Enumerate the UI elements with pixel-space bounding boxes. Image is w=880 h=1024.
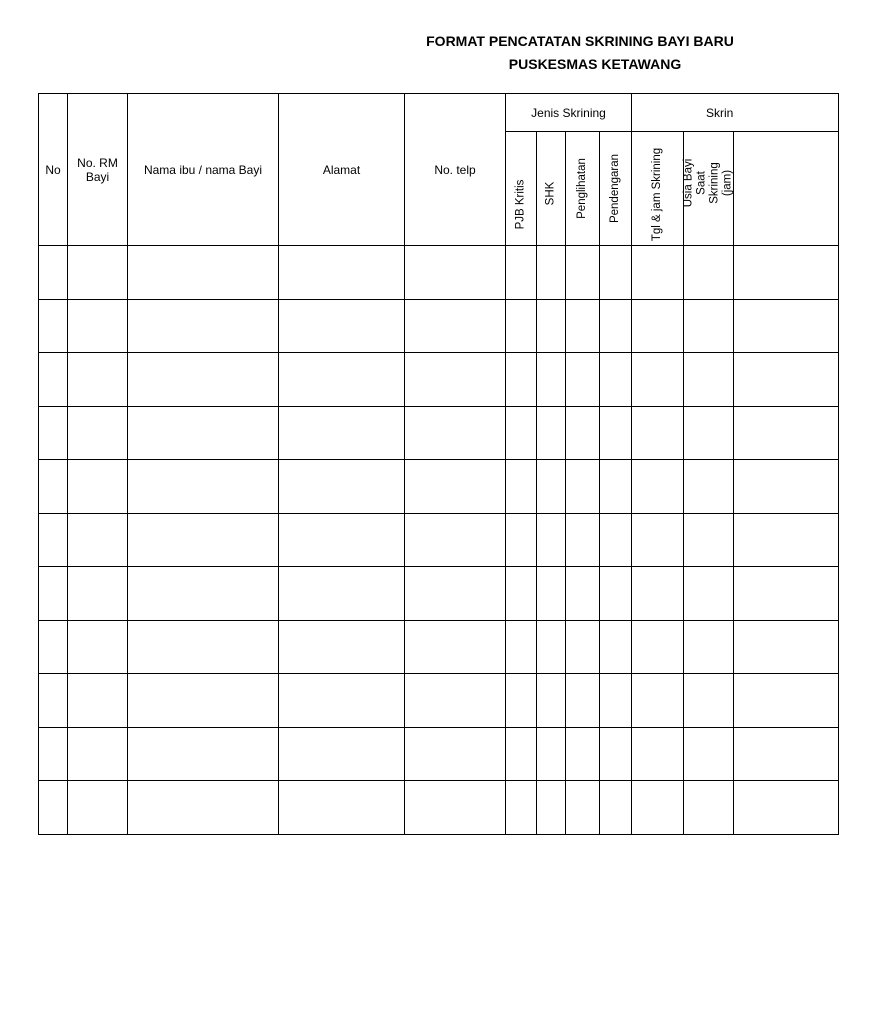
table-cell[interactable] bbox=[39, 674, 68, 728]
table-cell[interactable] bbox=[734, 460, 839, 514]
table-cell[interactable] bbox=[39, 567, 68, 621]
table-row bbox=[39, 567, 839, 621]
table-cell[interactable] bbox=[68, 246, 128, 300]
table-cell[interactable] bbox=[734, 513, 839, 567]
table-cell[interactable] bbox=[537, 406, 566, 460]
table-cell[interactable] bbox=[279, 781, 405, 835]
table-cell[interactable] bbox=[506, 781, 537, 835]
table-cell[interactable] bbox=[279, 246, 405, 300]
table-cell[interactable] bbox=[566, 246, 600, 300]
table-cell[interactable] bbox=[537, 513, 566, 567]
table-cell[interactable] bbox=[600, 246, 632, 300]
table-cell[interactable] bbox=[405, 567, 506, 621]
table-cell[interactable] bbox=[566, 567, 600, 621]
table-cell[interactable] bbox=[734, 727, 839, 781]
table-cell[interactable] bbox=[68, 513, 128, 567]
table-cell[interactable] bbox=[128, 299, 279, 353]
table-cell[interactable] bbox=[506, 460, 537, 514]
table-cell[interactable] bbox=[734, 620, 839, 674]
table-cell[interactable] bbox=[684, 406, 734, 460]
table-row bbox=[39, 620, 839, 674]
table-cell[interactable] bbox=[68, 781, 128, 835]
table-cell[interactable] bbox=[684, 246, 734, 300]
table-cell[interactable] bbox=[279, 727, 405, 781]
table-cell[interactable] bbox=[506, 353, 537, 407]
table-cell[interactable] bbox=[537, 353, 566, 407]
col-header-penglihatan: Penglihatan bbox=[566, 132, 600, 246]
table-cell[interactable] bbox=[684, 299, 734, 353]
table-row bbox=[39, 406, 839, 460]
table-cell[interactable] bbox=[506, 246, 537, 300]
table-cell[interactable] bbox=[566, 299, 600, 353]
table-cell[interactable] bbox=[68, 620, 128, 674]
table-cell[interactable] bbox=[68, 299, 128, 353]
table-row bbox=[39, 353, 839, 407]
table-cell[interactable] bbox=[734, 353, 839, 407]
table-cell[interactable] bbox=[632, 460, 684, 514]
table-cell[interactable] bbox=[128, 727, 279, 781]
table-cell[interactable] bbox=[405, 727, 506, 781]
table-cell[interactable] bbox=[566, 513, 600, 567]
table-cell[interactable] bbox=[128, 567, 279, 621]
table-row bbox=[39, 513, 839, 567]
table-cell[interactable] bbox=[279, 460, 405, 514]
table-cell[interactable] bbox=[405, 406, 506, 460]
table-cell[interactable] bbox=[566, 674, 600, 728]
table-cell[interactable] bbox=[405, 353, 506, 407]
col-header-pendengaran: Pendengaran bbox=[600, 132, 632, 246]
table-cell[interactable] bbox=[734, 567, 839, 621]
table-cell[interactable] bbox=[405, 620, 506, 674]
table-cell[interactable] bbox=[279, 567, 405, 621]
table-cell[interactable] bbox=[684, 727, 734, 781]
table-cell[interactable] bbox=[537, 299, 566, 353]
col-header-shk: SHK bbox=[537, 132, 566, 246]
table-cell[interactable] bbox=[128, 460, 279, 514]
screening-table-container bbox=[38, 93, 732, 833]
table-cell[interactable] bbox=[279, 620, 405, 674]
table-cell[interactable] bbox=[734, 246, 839, 300]
table-cell[interactable] bbox=[632, 353, 684, 407]
col-header-telp: No. telp bbox=[405, 94, 506, 246]
table-cell[interactable] bbox=[684, 781, 734, 835]
col-header-pjb: PJB Kritis bbox=[506, 132, 537, 246]
col-header-tgl: Tgl & jam Skrining bbox=[632, 132, 684, 246]
col-header-no-rm: No. RM Bayi bbox=[68, 94, 128, 246]
table-cell[interactable] bbox=[600, 620, 632, 674]
table-cell[interactable] bbox=[566, 406, 600, 460]
table-cell[interactable] bbox=[39, 353, 68, 407]
table-cell[interactable] bbox=[405, 781, 506, 835]
table-cell[interactable] bbox=[632, 406, 684, 460]
table-cell[interactable] bbox=[506, 620, 537, 674]
table-cell[interactable] bbox=[39, 406, 68, 460]
table-cell[interactable] bbox=[405, 246, 506, 300]
table-cell[interactable] bbox=[506, 406, 537, 460]
table-cell[interactable] bbox=[537, 460, 566, 514]
table-cell[interactable] bbox=[128, 674, 279, 728]
table-cell[interactable] bbox=[600, 406, 632, 460]
table-cell[interactable] bbox=[684, 620, 734, 674]
table-cell[interactable] bbox=[566, 727, 600, 781]
screening-table bbox=[38, 93, 839, 835]
table-cell[interactable] bbox=[68, 567, 128, 621]
table-cell[interactable] bbox=[600, 567, 632, 621]
form-title: FORMAT PENCATATAN SKRINING BAYI BARU bbox=[426, 33, 734, 49]
table-cell[interactable] bbox=[39, 246, 68, 300]
table-cell[interactable] bbox=[68, 674, 128, 728]
table-cell[interactable] bbox=[734, 299, 839, 353]
table-cell[interactable] bbox=[537, 246, 566, 300]
table-cell[interactable] bbox=[405, 299, 506, 353]
table-cell[interactable] bbox=[279, 513, 405, 567]
table-cell[interactable] bbox=[566, 620, 600, 674]
table-cell[interactable] bbox=[279, 406, 405, 460]
col-header-no: No bbox=[39, 94, 68, 246]
table-cell[interactable] bbox=[632, 246, 684, 300]
table-cell[interactable] bbox=[279, 674, 405, 728]
table-cell[interactable] bbox=[279, 353, 405, 407]
table-body bbox=[39, 246, 839, 835]
table-cell[interactable] bbox=[600, 727, 632, 781]
table-row bbox=[39, 299, 839, 353]
table-cell[interactable] bbox=[684, 353, 734, 407]
table-row bbox=[39, 246, 839, 300]
table-cell[interactable] bbox=[39, 781, 68, 835]
col-header-alamat: Alamat bbox=[279, 94, 405, 246]
table-cell[interactable] bbox=[734, 406, 839, 460]
table-cell[interactable] bbox=[68, 727, 128, 781]
table-row bbox=[39, 460, 839, 514]
table-cell[interactable] bbox=[68, 353, 128, 407]
table-cell[interactable] bbox=[537, 674, 566, 728]
table-cell[interactable] bbox=[600, 513, 632, 567]
table-cell[interactable] bbox=[68, 406, 128, 460]
table-cell[interactable] bbox=[279, 299, 405, 353]
table-cell[interactable] bbox=[537, 781, 566, 835]
table-cell[interactable] bbox=[632, 299, 684, 353]
col-header-usia: Usia Bayi Saat Skrining (jam) bbox=[684, 132, 734, 246]
table-cell[interactable] bbox=[566, 781, 600, 835]
table-cell[interactable] bbox=[684, 513, 734, 567]
table-cell[interactable] bbox=[600, 460, 632, 514]
table-cell[interactable] bbox=[566, 460, 600, 514]
table-cell[interactable] bbox=[684, 567, 734, 621]
table-cell[interactable] bbox=[128, 781, 279, 835]
table-cell[interactable] bbox=[684, 674, 734, 728]
table-cell[interactable] bbox=[39, 620, 68, 674]
group-header-skrining: Skrin bbox=[632, 94, 839, 132]
table-cell[interactable] bbox=[506, 674, 537, 728]
table-cell[interactable] bbox=[506, 513, 537, 567]
table-cell[interactable] bbox=[405, 513, 506, 567]
table-cell[interactable] bbox=[600, 674, 632, 728]
table-cell[interactable] bbox=[506, 299, 537, 353]
table-cell[interactable] bbox=[632, 513, 684, 567]
table-cell[interactable] bbox=[734, 781, 839, 835]
table-cell[interactable] bbox=[506, 567, 537, 621]
col-header-extra bbox=[734, 132, 839, 246]
form-subtitle: PUSKESMAS KETAWANG bbox=[508, 56, 682, 72]
table-cell[interactable] bbox=[734, 674, 839, 728]
table-cell[interactable] bbox=[537, 567, 566, 621]
table-cell[interactable] bbox=[632, 727, 684, 781]
table-cell[interactable] bbox=[128, 406, 279, 460]
table-cell[interactable] bbox=[128, 513, 279, 567]
table-row bbox=[39, 781, 839, 835]
table-cell[interactable] bbox=[632, 674, 684, 728]
table-cell[interactable] bbox=[632, 620, 684, 674]
table-cell[interactable] bbox=[39, 299, 68, 353]
table-row bbox=[39, 674, 839, 728]
table-cell[interactable] bbox=[566, 353, 600, 407]
col-header-nama: Nama ibu / nama Bayi bbox=[128, 94, 279, 246]
table-cell[interactable] bbox=[39, 513, 68, 567]
table-cell[interactable] bbox=[537, 727, 566, 781]
table-cell[interactable] bbox=[128, 246, 279, 300]
table-cell[interactable] bbox=[684, 460, 734, 514]
table-cell[interactable] bbox=[600, 353, 632, 407]
table-cell[interactable] bbox=[600, 299, 632, 353]
table-row bbox=[39, 727, 839, 781]
table-cell[interactable] bbox=[405, 674, 506, 728]
table-cell[interactable] bbox=[600, 781, 632, 835]
table-cell[interactable] bbox=[537, 620, 566, 674]
table-cell[interactable] bbox=[405, 460, 506, 514]
table-cell[interactable] bbox=[632, 567, 684, 621]
table-cell[interactable] bbox=[506, 727, 537, 781]
table-cell[interactable] bbox=[39, 460, 68, 514]
group-header-jenis-skrining: Jenis Skrining bbox=[506, 94, 632, 132]
table-cell[interactable] bbox=[68, 460, 128, 514]
table-cell[interactable] bbox=[128, 620, 279, 674]
table-cell[interactable] bbox=[128, 353, 279, 407]
table-cell[interactable] bbox=[39, 727, 68, 781]
table-cell[interactable] bbox=[632, 781, 684, 835]
